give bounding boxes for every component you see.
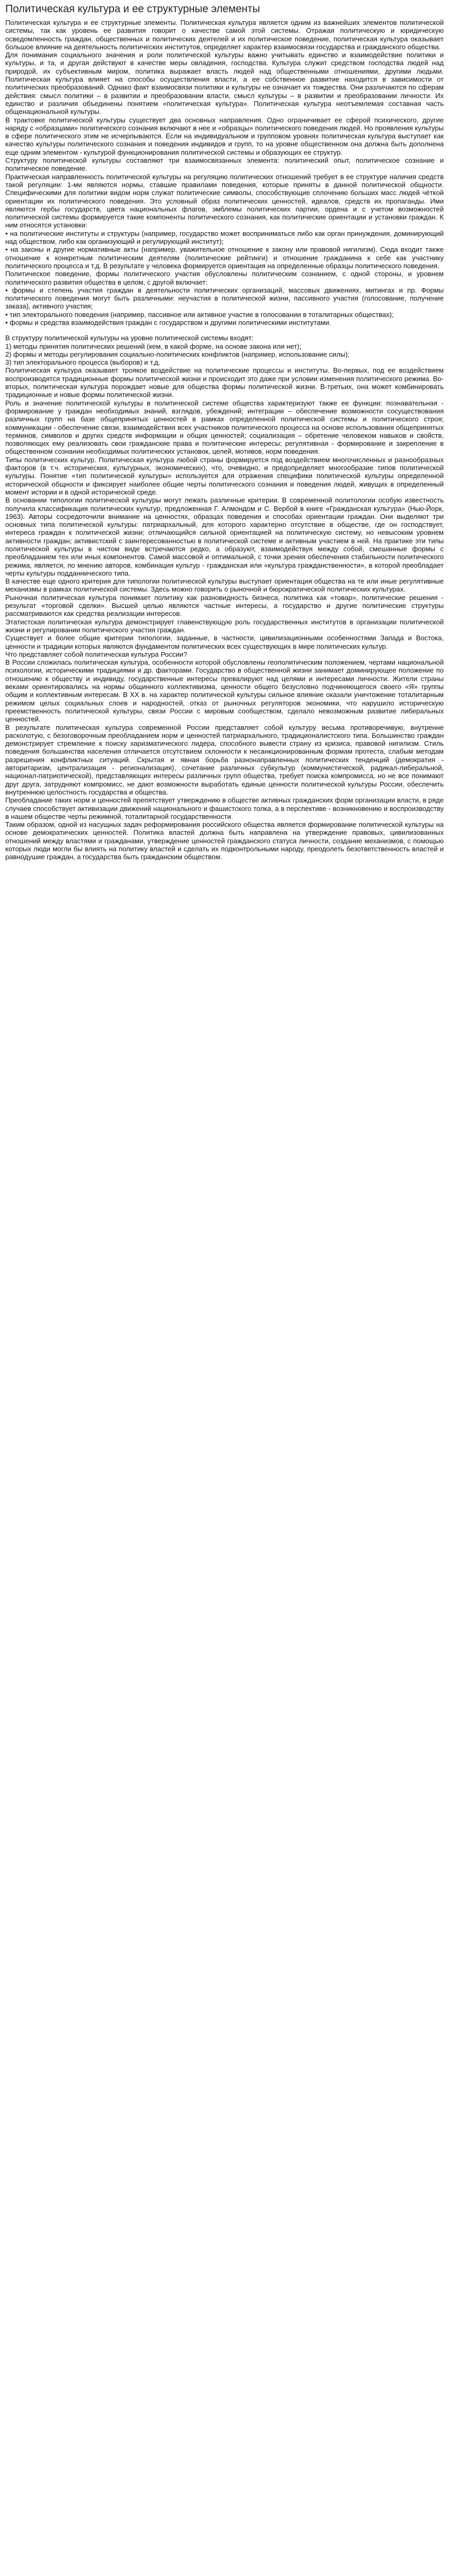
paragraph: Рыночная политическая культура понимает политику как разновидность бизнеса, политика как «товар», политические решения - результат «торговой сделки». Высшей целью являются частные интересы, а государство и другие политические структуры рассматриваются как средства реализации интересов. — [5, 593, 444, 618]
paragraph: В России сложилась политическая культура, особенности которой обусловлены геополитическим положением, чертами национальной психологии, историческими традициями и др. факторами. Государство в общественной жизни занимает доминирующее положение по отношению к обществу и индивиду, государственные интересы превалируют над целями и интересами личности. Жители страны веками ориентировались на нормы общинного коллективизма, ценности общего безусловно подчиняющегося своего «Я» группы общим и коллективным интересам. В ХХ в. на характер политической культуры сильное влияние оказали уничтожение тоталитарным режимом целых социальных слоев и народностей, отказ от рыночных регуляторов экономики, что нарушило историческую преемственность политической культуры, связи России с мировым сообществом, сделало невозможным развитие либеральных ценностей. — [5, 658, 444, 724]
paragraph: Что представляет собой политическая культура России? — [5, 650, 188, 658]
paragraph: Существует и более общие критерии типологии, заданные, в частности, цивилизационными особенностями Запада и Востока, ценности и традиции которых являются фундаментом политических всех существующих в мире политических культур. — [5, 634, 444, 650]
paragraph: Политическая культура и ее структурные элементы. Политическая культура является одним из важнейших элементов политической системы, так как уровень ее развития говорит о качестве самой этой системы. Отражая политическую и юридическую осведомленность граждан, общественных и политических деятелей и их политическое поведение, политическая культура оказывает большое влияние на деятельность политических институтов, определяет характер взаимосвязи государства и гражданского общества. — [5, 19, 444, 51]
paragraph: Политическая культура оказывает троякое воздействие на политические процессы и институты. Во-первых, под ее воздействием воспроизводятся традиционные формы политической жизни и происходит это даже при условии изменения политического режима. Во-вторых, политическая культура порождает новые для общества формы политической жизни. В-третьих, она может комбинировать традиционные и новые формы политической жизни. — [5, 366, 444, 399]
bullet-item: • формы и средства взаимодействия граждан с государством и другими политическими институтами. — [5, 318, 331, 327]
paragraph: Таким образом, одной из насущных задач реформирования российского общества является формирование политической культуры на основе демократических ценностей. Политика властей должна быть направлена на утверждение правовых, цивилизованных отношений между властями и гражданами, утверждение ценностей гражданского статуса личности, создание механизмов, с помощью которых люди могли бы влиять на политику властей и сделать их подконтрольными народу, преодолеть безответственность властей и равнодушие граждан, а государства быть гражданским обществом. — [5, 821, 444, 861]
paragraph: В структуру политической культуры на уровне политической системы входят: — [5, 334, 254, 342]
document-page — [0, 0, 449, 867]
numbered-item: 1) методы принятия политических решений (кем, в какой форме, на основе закона или нет); — [5, 342, 302, 350]
paragraph: Роль и значение политической культуры в политической системе общества характеризуют также ее функции: познавательная - формирование у граждан необходимых знаний, взглядов, убеждений; интеграции – обеспечение возможности сосуществования различных групп на базе общепринятых ценностей в рамках определенной политической системы и политического строя; коммуникации - обеспечение связи, взаимодействия всех участников политического процесса на основе использования общепринятых терминов, символов и других средств информации и общих ценностей; социализация – обретение человеком навыков и свойств, позволяющих ему реализовать свои гражданские права и политические интересы; регулятивная - формирование и закрепление в общественном сознании необходимых политических установок, целей, мотивов, норм поведения. — [5, 399, 444, 456]
document-body — [5, 19, 444, 861]
paragraph: Преобладание таких норм и ценностей препятствует утверждению в обществе активных гражданских форм организации власти, в ряде случаев способствует активизации движений национального и фашистского толка, а в перспективе - возникновению и воспроизводству в нашем обществе черты режимной, тоталитарной государственности. — [5, 796, 444, 821]
paragraph: В трактовке политической культуры существует два основных направления. Одно ограничивает ее сферой психического, другие наряду с «образцами» политического сознания включают в нее и «образцы» политического поведения людей. Но проявления культуры в сфере политического этим не исчерпываются. Если на индивидуальном и групповом уровнях политическая культура выступает как качество культуры политического сознания и поведения индивидов и групп, то на уровне общественном она должна быть дополнена еще одним элементом - культурой функционирования политической системы и образующих ее структур. — [5, 116, 444, 156]
paragraph: Типы политических культур. Политическая культура любой страны формируется под воздействием многочисленных и разнообразных факторов (в т.ч. исторических, культурных, экономических), что, очевидно, и предопределяет многообразие типов политической культуры. Понятие «тип политической культуры» используется для отражения специфики политической культуры определенной исторической общности и фиксирует наиболее общие черты политического сознания и поведения людей, живущих в определенный момент истории и в одной исторической среде. — [5, 455, 444, 496]
paragraph: Структуру политической культуры составляют три взаимосвязанных элемента: политический опыт, политическое сознание и политическое поведение. — [5, 156, 444, 173]
bullet-item: • на законы и другие нормативные акты (например, уважительное отношение к закону или правовой нигилизм). Сюда входит также отношение к конкретным политическим деятелям (политические рейтинги) и отношение гражданина к себе как участнику политического процесса и т.д. В результате у человека формируется ориентация на определенные образцы политического поведения. — [5, 245, 444, 270]
paragraph: Для понимания социального значения и роли политической культуры важно учитывать единство и взаимодействие политики и культуры, и та, и другая действуют в качестве меры овладения, господства. Культура служит средством господства людей над природой, их субъективным миром, политика выражает власть людей над общественными отношениями, другими людьми. Политическая культура влияет на способы осуществления власти, а ее собственное развитие находится в зависимости от политических преобразований. Однако факт взаимосвязи политики и культуры не означает их тождества. Они различаются по сферам действия: смысл политики – в развитии и преобразовании власти, смысл культуры – в развитии и преобразовании личности. Их единство и различия объединены понятием «политическая культура». Политическая культура неотъемлемая составная часть общенациональной культуры. — [5, 51, 444, 116]
paragraph: В основании типологии политической культуры могут лежать различные критерии. В современной политологии особую известность получила классификация политических культур, предложенная Г. Алмондом и С. Вербой в книге «Гражданская культура» (Нью-Йорк, 1963). Авторы сосредоточили внимание на ценностях, образцах поведения и способах ориентации граждан. Они выделяют три основных типа политической культуры: патриархальный, для которого характерно отсутствие в обществе, где он господствует, интереса граждан к политической жизни; отличающийся сильной ориентацией на политическую систему, но невысоким уровнем активности граждан; активистский с заинтересованностью в политической системе и активным участием в ней. На практике эти типы политической культуры в чистом виде встречаются редко, а образуют, взаимодействуя между собой, смешанные формы с преобладанием тех или иных компонентов. Самой массовой и оптимальной, с точки зрения обеспечения стабильности политического режима, является, по мнению авторов, комбинация культур - гражданская или «культура гражданственности», в которой преобладает черты культуры подданнического типа. — [5, 496, 444, 577]
paragraph: В качестве еще одного критерия для типологии политической культуры выступает ориентация общества на те или иные регулятивные механизмы в рамках политической системы. Здесь можно говорить о рыночной и бюрократической политических культурах. — [5, 577, 444, 594]
numbered-item: 3) тип электорального процесса (выборов) и т.д. — [5, 358, 161, 367]
paragraph: Практическая направленность политической культуры на регуляцию политических отношений требует в ее структуре наличия средств такой регуляции: 1-ми являются нормы, ставшие правилами поведения, которые приняты в данной политической общности. Специфическими для политики видом норм служат политические символы, способствующие сплочению больших масс людей чёткой ориентации их политического поведения. Это условный образ политических ценностей, идеалов, средств их пропаганды. Ими являются гербы государств, цвета национальных флагов, эмблемы политических партии, ордена и с учетом возможностей политической системы формируется такие компоненты политического сознания, как политические ориентации и установки граждан. К ним относятся установки: — [5, 172, 444, 230]
paragraph: Этатистская политическая культура демонстрирует главенствующую роль государственных институтов в организации политической жизни и регулировании политического участия граждан. — [5, 617, 444, 634]
paragraph: В результате политическая культура современной России представляет собой культуру весьма противоречивую, внутренне расколотую, с безоговорочным преобладанием норм и ценностей патриархального, традиционалистского типа. Большинство граждан демонстрирует стремление к поиску харизматического лидера, способного вывести страну из кризиса, правовой нигилизм. Стиль поведения большинства населения отличается отсутствием склонности к несанкционированным формам протеста, слабым методам разрешения конфликтных ситуаций. Скрытая и явная борьба разнонаправленных политических тенденций (демократия - авторитаризм, централизация - регионализация), сочетание различных субкультур (коммунистической, радикал-либеральной, национал-патриотической), представляющих интересы различных групп общества, требует поиска компромисса, но не все понимают друг друга, затрудняют компромисс, не дают возможности выработать единые ценности политической культуры России, обеспечить внутреннюю целостность государства и общества. — [5, 723, 444, 796]
bullet-item: • формы и степень участия граждан в деятельности политических организаций, массовых движениях, митингах и пр. Формы политического поведения могут быть различными: неучастия в политической жизни, пассивного участия (голосование, получение заказа), активного участия; — [5, 286, 444, 311]
bullet-item: • на политические институты и структуры (например, государство может восприниматься либо как орган принуждения, доминирующий над обществом, либо как организующий и регулирующий институт); — [5, 229, 444, 246]
bullet-item: • тип электорального поведения (например, пассивное или активное участие в голосовании в тоталитарных обществах); — [5, 310, 394, 319]
page-title: Политическая культура и ее структурные элементы — [5, 3, 260, 15]
numbered-item: 2) формы и методы регулирования социально-политических конфликтов (например, использование силы); — [5, 350, 350, 358]
paragraph: Политическое поведение, формы политического участия обусловлены политическим сознанием, с одной стороны, и уровнем политического развития общества в целом, с другой включает: — [5, 270, 444, 286]
